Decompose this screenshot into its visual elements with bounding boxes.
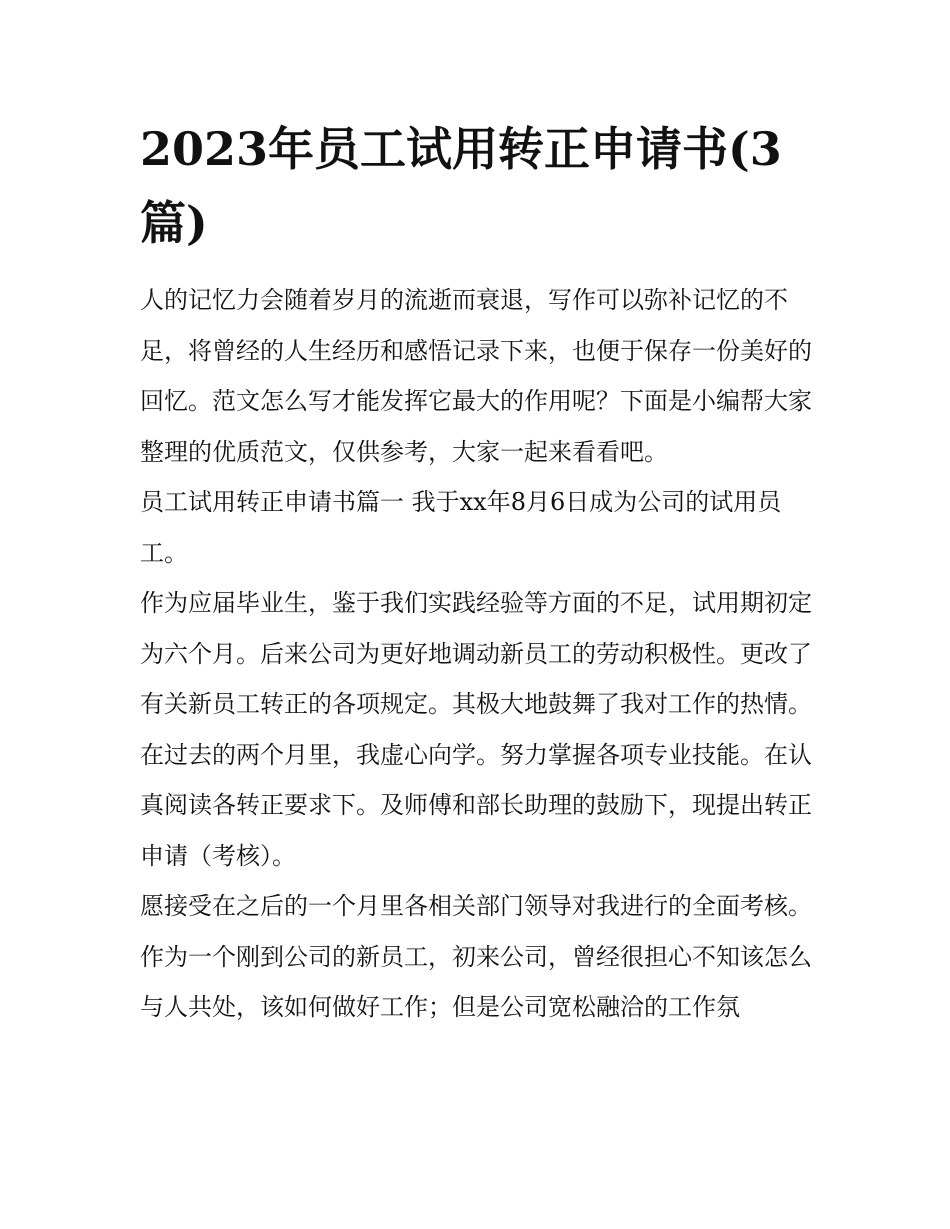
document-body — [140, 275, 812, 1033]
paragraph-1: 员工试用转正申请书篇一 我于xx年8月6日成为公司的试用员工。 — [140, 488, 782, 567]
document-title: 2023年员工试用转正申请书(3篇) — [140, 122, 782, 250]
paragraph-4: 作为一个刚到公司的新员工，初来公司，曾经很担心不知该怎么与人共处，该如何做好工作；但是公司宽松融洽的工作氛 — [140, 942, 812, 1021]
paragraph-intro: 人的记忆力会随着岁月的流逝而衰退，写作可以弥补记忆的不足，将曾经的人生经历和感悟记录下来，也便于保存一份美好的回忆。范文怎么写才能发挥它最大的作用呢？下面是小编帮大家整理的优质范文，仅供参考，大家一起来看看吧。 — [140, 286, 812, 466]
paragraph-2: 作为应届毕业生，鉴于我们实践经验等方面的不足，试用期初定为六个月。后来公司为更好地调动新员工的劳动积极性。更改了有关新员工转正的各项规定。其极大地鼓舞了我对工作的热情。在过去的两个月里，我虚心向学。努力掌握各项专业技能。在认真阅读各转正要求下。及师傅和部长助理的鼓励下，现提出转正申请（考核）。 — [140, 589, 812, 870]
paragraph-3: 愿接受在之后的一个月里各相关部门领导对我进行的全面考核。 — [140, 892, 812, 920]
